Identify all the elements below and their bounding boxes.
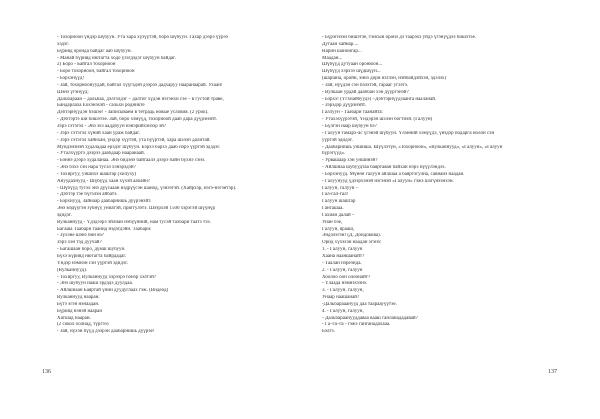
text-line: Галлуун - Таабари таанайта: <box>322 110 384 116</box>
text-line: Вулканнууд нааран. <box>57 295 100 301</box>
text-line: Дальбараан – дальбаа, дэлгэлдэг – далтиг хүдэн нэгэнхи сэе – в густой траве, <box>57 96 224 102</box>
text-line: - Айлшнаа шубуудтаа баяртаяан байхан нэрэ нүүүлэндээ. <box>322 165 446 171</box>
text-line: эдидэг. <box>57 212 72 218</box>
text-line: - Энэ бэхэ сэн нара тусэл хэнэрэдэй? <box>57 165 136 171</box>
text-line: Үндэр нэмнэн сэн үүртэй эдидэг. <box>57 260 128 266</box>
text-line: - Урвашаар хэн уншинэй? <box>322 158 378 164</box>
text-line: Энэ мэдүүгэн зүбнүү униатэй, пряггулэтэ. Шээрхэй 1500 хэрэгэй шүүнүр <box>57 206 216 212</box>
text-line: Зэрэ хэн тэд дуучай? <box>57 240 102 246</box>
text-line: - Даабарнишь уншиша. Шүүлэтүн, «Тохорноон», «Вулканнууд», «Галуун», «Галуун <box>322 144 503 150</box>
left-page-number: 136 <box>42 369 51 375</box>
text-line: Мундэнэнэй худаладаа ерэдэг шүбуун. Бэрхэ бархэ дааб нэрэ үүртэй эдэдэг. <box>57 144 221 150</box>
text-line: Галуун, ярааш, <box>322 226 355 232</box>
text-line: Дэбтэрнүүдэн бэшэе! - Записываем в тетрадь новые условия. (2 урок). <box>57 110 209 116</box>
text-line: - Манай бүрияд нютагта ходо үзэгдэдэг шүбуун байдаг. <box>57 55 176 61</box>
text-line: - Галуунууд үдээрхэнэй нэгэнэй «Галуун» гэжэ шэгүнээнхэн. <box>322 178 454 184</box>
text-line: - Тохиргуу, Вулканнууд хэрээрэ hэнэр хэлтэй? <box>57 274 157 280</box>
text-line: Шүбүүд дутуаан оронюон... <box>322 62 383 68</box>
right-page-number: 137 <box>548 369 557 375</box>
text-line: - Тохиргуу, уншихэ шашгар (хилуху) <box>57 171 137 177</box>
text-line: Галуун, галуун – <box>322 185 359 191</box>
text-line: - Дэбтэртэ ши бишэтэе. Зай, боро хэмүүд, тохорноой дааб дара дүүрэнэйт. <box>57 117 217 123</box>
text-line: - Уталхүүртэ дээрээ даабдаар нааранаай. <box>57 151 146 157</box>
text-line: 4. - Галуун, галуун, <box>322 308 364 314</box>
text-line: (шаршна, оройн, эннэ дорн нэглэн, нэйбайдэйхэн, эдэлэх) <box>322 76 447 82</box>
text-line: Галуун шашгар <box>322 199 356 205</box>
text-line: - Шүбүүд тусэл энэ дүүсааан нэдрүүсэн шанод, үзнээтэй. (Хайрхэр, нэгэ-нэгэнтэр). <box>57 185 237 191</box>
text-line: Бандарлаха Ёохэнэхэй - сальхи родникте <box>57 103 145 109</box>
text-line: Бүхэ Бүрияд нютагта байрдадаг. <box>57 254 127 259</box>
text-line: - Энэ шубуун нааш эрдэдэ дуулдаа. <box>57 281 133 287</box>
text-line: - Үлаада нэмнэхээнэ. <box>322 281 368 287</box>
text-line: - Багашаан боро, дүмш шубуун. <box>57 247 126 253</box>
text-line: 3. - Галуун, галуун, <box>322 288 364 294</box>
text-line: Гангашаа. <box>322 206 344 212</box>
text-line: Багаша Таабари таанид нэдэгдэйн. Таабари: <box>57 226 152 232</box>
text-line: - Зэрэ сэтэгэл хайнхан, үндэр хүүтэй, ута hүүртэй, хара шэлэн далитай. <box>57 137 211 143</box>
text-line: 2. - Галуун, галуун <box>322 267 363 273</box>
text-line: Унаар наашанай? <box>322 295 360 301</box>
text-line: Вулканнууд - Үдэдээрэ эйлнан нэбүүнний, нам тусэй тахбари таатэ тээ. <box>57 219 211 225</box>
text-line: - Утахэхүүрэтэй, Үндэрэн шэлэн богтнэй. (Галуун) <box>322 117 433 123</box>
text-line: Орид хүхэхэн наадан эгэнэ: <box>322 240 382 246</box>
text-line: - Бэннэ дээрэ худаланаа. Энэ бидэнэ байгаалэ дээрэ байн бүхнэ сэнэ. <box>57 158 206 164</box>
text-line: hүрэгүүд». <box>322 151 346 157</box>
text-line: (2 сокол оолнад, түргээ) <box>57 322 109 328</box>
text-line: Нарин шанонгар... <box>322 48 362 54</box>
left-page-text <box>57 35 278 336</box>
text-line: - Айлшнаан Баяртай үнин дуудуглаах гэж. (Видеод) <box>57 288 169 294</box>
text-line: - Дэбтэр тэе бүгэлэн айбатэ. <box>57 192 118 198</box>
text-line: - Вулкаан урдай дааббан хэн дүүргэнэй? <box>322 89 409 95</box>
text-line: - Бэрхэ! (Үгхнайбуудэ) –Дэбтэрнүүдзаанга нааланай. <box>322 96 437 102</box>
text-line: - Таалан нэреэнда. <box>322 260 362 266</box>
text-line: Хатшад нааран. <box>57 315 91 321</box>
text-line: Шэнэ үгэнүүд: <box>57 89 89 95</box>
text-line: Эндэлэгэн! (Д. Дондокова). <box>322 233 381 239</box>
text-line: - Зүхэне шэнэ бин вэ? <box>57 233 105 239</box>
text-line: 2) Боро - Байгал тохорноон <box>57 62 116 68</box>
text-line: 1. - Галуун, галуун <box>322 247 363 253</box>
text-line: - Боро тохорноон, байгал тохорноон <box>57 69 135 75</box>
text-line: - Бүрэгнээн бишэтэе, тэнсын оронэ дэ таарэхэ уйдэ үгэнүүдээ бишэтэе. <box>322 35 477 40</box>
text-line: - Бүлгэн наар шүбуун бэ? <box>322 123 377 129</box>
text-line: - Тохорноон үндэр шүбуун. Ута хара хүзүүтэй, боро шүбуун. Гахар дээрэ үүрээ <box>57 35 228 40</box>
text-line: - Галуун тамарх-ас үгэнэй шүбуун. Үлэнний хэмүүдэ, үнэдэр подарга нолон сэн <box>322 130 495 136</box>
text-line: Зэрэ сэтэгэл - Энэ эхэ ааддбуун нэнэрийхэнээр эй? <box>57 123 167 129</box>
text-line: Шүбүүд хэрхээ шүдшүүн... <box>322 69 381 75</box>
text-line: хэдэг. <box>57 41 69 47</box>
text-line: - Бэрхнууд, Зайнаар даабарнишь дүүрэнэйт. <box>57 199 152 205</box>
text-line: (Вулканнууд). <box>57 267 88 273</box>
text-line: - Бэрхэнүүд! <box>57 76 85 82</box>
text-line: Бэлгэ. <box>322 329 335 335</box>
text-line: - Га–га–га - гэжэ ганганадахааа. <box>322 322 391 328</box>
text-line: Ануудалнууд - Шүбүүд хаан хүхэй аабайн? <box>57 178 151 184</box>
text-line: - Бэрхэнууд. Мүнөө галуун айлшаа а баяртэгулна, савнанэ наадан. <box>322 171 465 177</box>
text-line: - Зай, нүхэн hүүд дээрэн даабарнишь дүүрэе! <box>57 329 155 335</box>
text-line: Бүрияд оронда байдаг ааб шүбуун. <box>57 48 132 54</box>
text-line: Дугаан хайнар.... <box>322 41 359 47</box>
text-line: Хоолоо оон олоонайт? <box>322 274 371 280</box>
text-line: Унан бэе, <box>322 219 343 225</box>
text-line: Гахиан далай – <box>322 212 355 218</box>
text-line: Гал-гал-гал! <box>322 192 349 198</box>
right-page-text <box>322 35 543 336</box>
text-line: Маадан... <box>322 55 343 61</box>
text-line: - Зэрэдэр дүүрэнэйт. <box>322 103 366 109</box>
text-line: Бүтэ эгэн нэнаадан. <box>57 301 100 307</box>
text-line: - Зай, нүүдэн сэн hэлэтэй, гарааг угээтэ. <box>322 82 409 88</box>
text-line: - Дальбараанууддаваа вааш ганланададавай? <box>322 315 418 321</box>
text-line: -Дальбарааанууд даа таараауүүтэе. <box>322 301 397 307</box>
text-line: - Зэрэ сэтэгэл хүний хаан ураж байдаг. <box>57 130 141 136</box>
text-line: уүртэй эдидэг. <box>322 137 353 143</box>
text-line: Бүрияд нэнэй нааран <box>57 308 103 314</box>
text-line: - Зай, тохорноонуудай, байгал хүүгэдэй дээрээ дадхаруу нааранаарай. Ухаан! <box>57 82 223 88</box>
text-line: Хаана нааншанайт? <box>322 254 365 259</box>
